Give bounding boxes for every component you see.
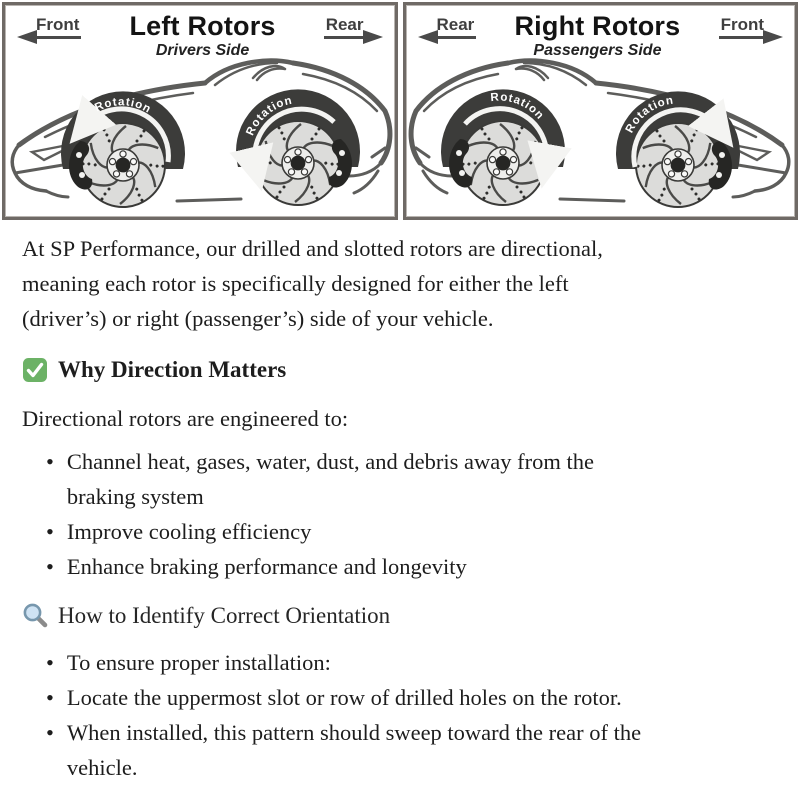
intro-line: (driver’s) or right (passenger’s) side of your vehicle. <box>22 306 494 331</box>
right-rotors-panel <box>403 2 799 220</box>
arrow-left-icon <box>418 30 438 44</box>
left-rotors-panel <box>2 2 398 220</box>
orientation-steps-list <box>22 645 778 785</box>
rotation-label: Rotation <box>489 91 546 123</box>
benefits-list <box>22 444 778 584</box>
right-car-illustration <box>406 53 796 215</box>
list-item-line: Locate the uppermost slot or row of drilled holes on the rotor. <box>66 685 622 710</box>
list-item-line: Enhance braking performance and longevity <box>66 554 467 579</box>
list-item-line: To ensure proper installation: <box>66 650 331 675</box>
section-heading-identify-orientation <box>22 598 778 633</box>
list-item <box>46 444 778 514</box>
article-body <box>0 231 800 785</box>
arrow-right-icon <box>363 30 383 44</box>
left-panel-header <box>5 5 395 59</box>
panel-title: Right Rotors <box>514 11 681 41</box>
section-title: How to Identify Correct Orientation <box>58 603 391 628</box>
bullet-marker: • <box>46 685 54 710</box>
list-item-line: Channel heat, gases, water, dust, and debris away from the <box>66 449 594 474</box>
intro-paragraph <box>22 231 778 336</box>
magnifying-glass-icon <box>22 602 49 629</box>
section-lead: Directional rotors are engineered to: <box>22 406 349 431</box>
section-title: Why Direction Matters <box>58 357 287 382</box>
intro-line: meaning each rotor is specifically designed for either the left <box>22 271 569 296</box>
rotor-direction-diagram <box>0 0 800 220</box>
direction-text: Front <box>34 16 81 39</box>
direction-text: Rear <box>435 16 477 39</box>
intro-line: At SP Performance, our drilled and slotted rotors are directional, <box>22 236 603 261</box>
rotation-label: Rotation <box>244 94 294 138</box>
list-item <box>46 549 778 584</box>
list-item <box>46 715 778 785</box>
left-car-illustration <box>5 53 395 215</box>
bullet-marker: • <box>46 449 54 474</box>
panel-title: Left Rotors <box>129 11 276 41</box>
panel-subtitle: Drivers Side <box>155 42 250 59</box>
bullet-marker: • <box>46 554 54 579</box>
list-item-line: When installed, this pattern should sweep toward the rear of the <box>66 720 642 745</box>
rotation-label: Rotation <box>93 96 154 116</box>
list-item <box>46 680 778 715</box>
rear-direction-label <box>418 16 477 39</box>
bullet-marker: • <box>46 650 54 675</box>
check-mark-icon <box>22 357 48 383</box>
rotation-label: Rotation <box>623 94 675 136</box>
list-item <box>46 645 778 680</box>
list-item-line: vehicle. <box>66 755 138 780</box>
rear-direction-label <box>324 16 383 39</box>
direction-text: Rear <box>324 16 366 39</box>
panel-subtitle: Passengers Side <box>533 42 662 59</box>
front-direction-label <box>719 16 783 39</box>
right-panel-header <box>406 5 796 59</box>
list-item-line: Improve cooling efficiency <box>66 519 312 544</box>
list-item <box>46 514 778 549</box>
direction-text: Front <box>719 16 766 39</box>
arrow-right-icon <box>763 30 783 44</box>
bullet-marker: • <box>46 519 54 544</box>
arrow-left-icon <box>17 30 37 44</box>
list-item-line: braking system <box>66 484 204 509</box>
front-direction-label <box>17 16 81 39</box>
section-heading-why-direction-matters <box>22 352 778 387</box>
bullet-marker: • <box>46 720 54 745</box>
